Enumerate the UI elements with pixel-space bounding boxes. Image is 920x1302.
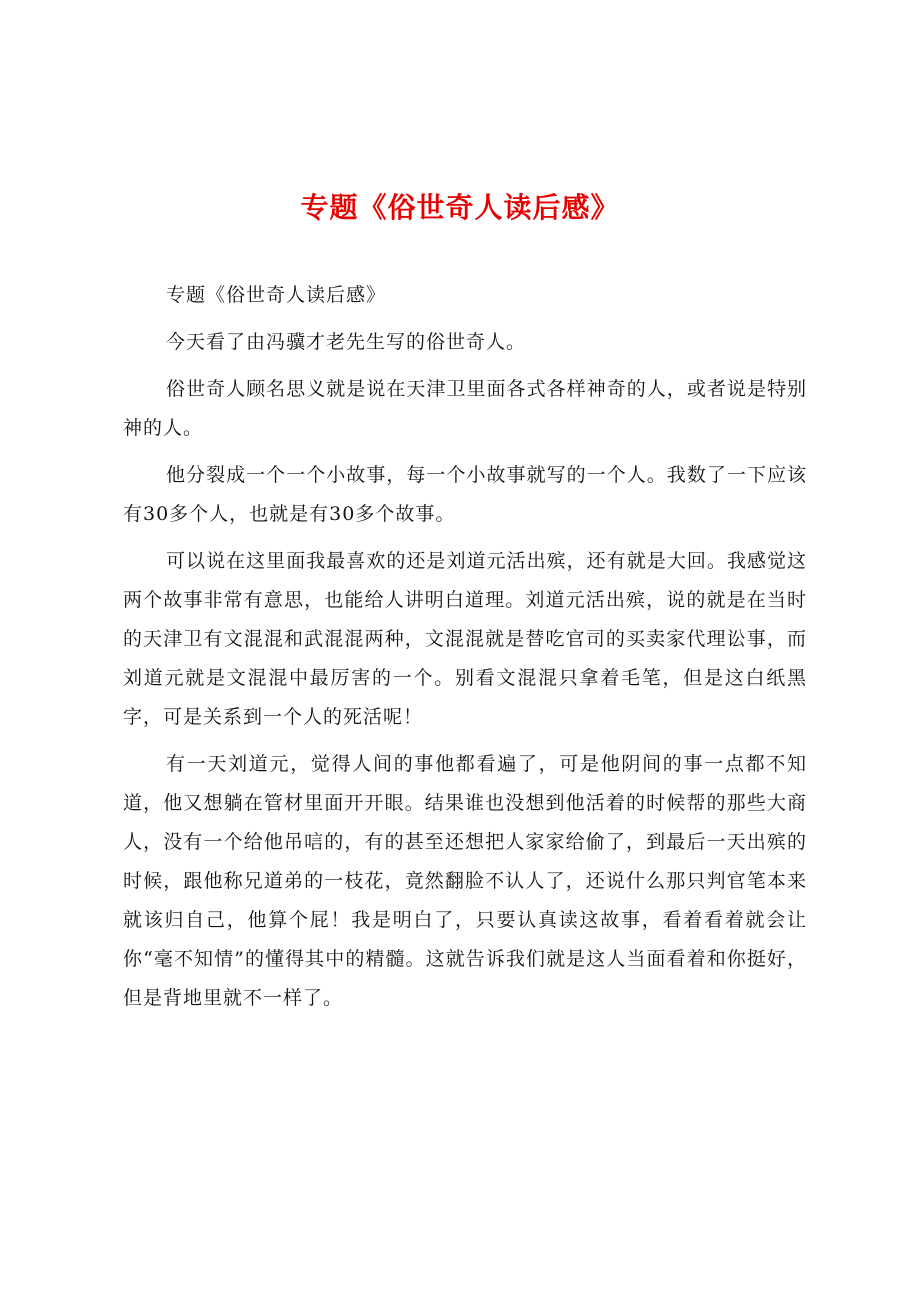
paragraph-1: 专题《俗世奇人读后感》: [166, 284, 387, 306]
document-title: 专题《俗世奇人读后感》: [300, 191, 620, 224]
paragraph-6: 有一天刘道元，觉得人间的事他都看遍了，可是他阴间的事一点都不知道，他又想躺在管材里面开开眼。结果谁也没想到他活着的时候帮的那些大商人，没有一个给他吊唁的，有的甚至还想把人家家给偷了，到最后一天出殡的时候，跟他称兄道弟的一枝花，竟然翻脸不认人了，还说什么那只判官笔本来就该归自己，他算个屁！我是明白了，只要认真读这故事，看着看着就会让你“毫不知情”的懂得其中的精髓。这就告诉我们就是这人当面看着和你挺好，但是背地里就不一样了。: [123, 753, 807, 1009]
paragraph-2: 今天看了由冯骥才老先生写的俗世奇人。: [166, 331, 527, 353]
document-body: [123, 276, 807, 1026]
paragraph-4: 他分裂成一个一个小故事，每一个小故事就写的一个人。我数了一下应该有30多个人，也就是有30多个故事。: [123, 464, 807, 525]
paragraph-5: 可以说在这里面我最喜欢的还是刘道元活出殡，还有就是大回。我感觉这两个故事非常有意思，也能给人讲明白道理。刘道元活出殡，说的就是在当时的天津卫有文混混和武混混两种，文混混就是替吃官司的买卖家代理讼事，而刘道元就是文混混中最厉害的一个。别看文混混只拿着毛笔，但是这白纸黑字，可是关系到一个人的死活呢！: [123, 550, 807, 728]
paragraph-3: 俗世奇人顾名思义就是说在天津卫里面各式各样神奇的人，或者说是特别神的人。: [123, 378, 807, 439]
